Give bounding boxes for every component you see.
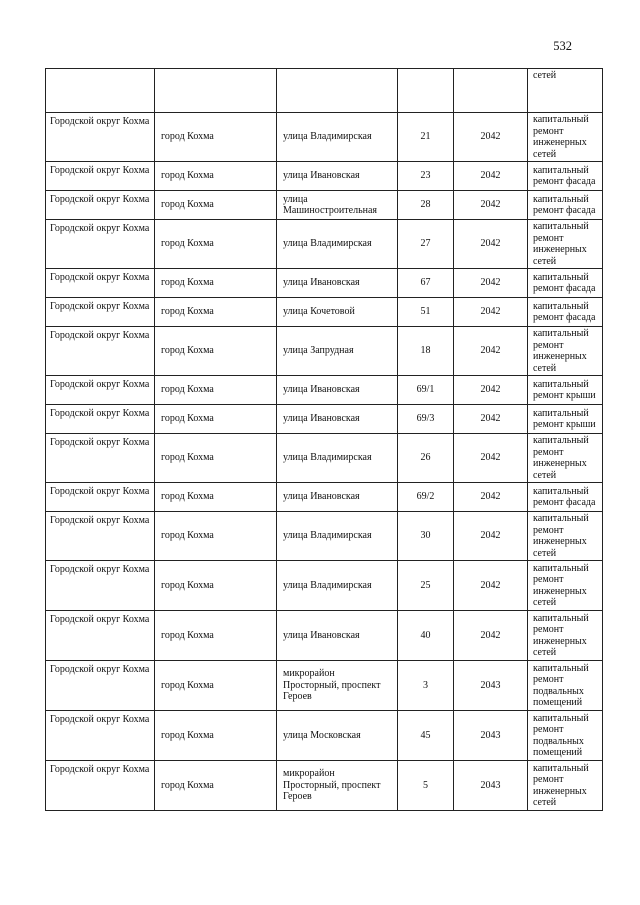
house-number-cell: 28 bbox=[398, 191, 454, 220]
street-cell: улица Московская bbox=[277, 711, 398, 761]
house-number-cell: 69/2 bbox=[398, 483, 454, 512]
settlement-cell: город Кохма bbox=[155, 113, 277, 162]
table-row bbox=[46, 376, 603, 405]
municipality-cell: Городской округ Кохма bbox=[46, 327, 155, 376]
year-cell: 2042 bbox=[454, 611, 528, 661]
street-cell: улица Ивановская bbox=[277, 483, 398, 512]
table-row bbox=[46, 162, 603, 191]
municipality-cell bbox=[46, 69, 155, 113]
year-cell: 2043 bbox=[454, 761, 528, 811]
work-type-cell: капитальный ремонт инженерных сетей bbox=[528, 113, 603, 162]
work-type-cell: капитальный ремонт подвальных помещений bbox=[528, 661, 603, 711]
settlement-cell: город Кохма bbox=[155, 376, 277, 405]
municipality-cell: Городской округ Кохма bbox=[46, 661, 155, 711]
year-cell: 2042 bbox=[454, 191, 528, 220]
table-row bbox=[46, 711, 603, 761]
work-type-cell: капитальный ремонт инженерных сетей bbox=[528, 561, 603, 611]
table-row bbox=[46, 512, 603, 561]
house-number-cell: 67 bbox=[398, 269, 454, 298]
house-number-cell: 27 bbox=[398, 220, 454, 269]
municipality-cell: Городской округ Кохма bbox=[46, 376, 155, 405]
street-cell: улица Владимирская bbox=[277, 561, 398, 611]
work-type-cell: капитальный ремонт крыши bbox=[528, 405, 603, 434]
municipality-cell: Городской округ Кохма bbox=[46, 512, 155, 561]
work-type-cell: капитальный ремонт инженерных сетей bbox=[528, 220, 603, 269]
table-row bbox=[46, 483, 603, 512]
work-type-cell: сетей bbox=[528, 69, 603, 113]
settlement-cell: город Кохма bbox=[155, 561, 277, 611]
year-cell: 2042 bbox=[454, 512, 528, 561]
year-cell: 2042 bbox=[454, 298, 528, 327]
repair-schedule-table bbox=[45, 68, 603, 811]
table-row bbox=[46, 298, 603, 327]
street-cell: улица Машиностроительная bbox=[277, 191, 398, 220]
year-cell: 2042 bbox=[454, 483, 528, 512]
year-cell: 2043 bbox=[454, 661, 528, 711]
table-row bbox=[46, 434, 603, 483]
street-cell: улица Ивановская bbox=[277, 162, 398, 191]
year-cell bbox=[454, 69, 528, 113]
table-body bbox=[46, 69, 603, 811]
house-number-cell: 30 bbox=[398, 512, 454, 561]
table-row bbox=[46, 327, 603, 376]
municipality-cell: Городской округ Кохма bbox=[46, 405, 155, 434]
settlement-cell: город Кохма bbox=[155, 711, 277, 761]
year-cell: 2042 bbox=[454, 327, 528, 376]
house-number-cell: 69/1 bbox=[398, 376, 454, 405]
settlement-cell: город Кохма bbox=[155, 434, 277, 483]
table-row bbox=[46, 220, 603, 269]
table-row bbox=[46, 269, 603, 298]
municipality-cell: Городской округ Кохма bbox=[46, 434, 155, 483]
house-number-cell: 40 bbox=[398, 611, 454, 661]
house-number-cell: 45 bbox=[398, 711, 454, 761]
house-number-cell: 5 bbox=[398, 761, 454, 811]
house-number-cell: 26 bbox=[398, 434, 454, 483]
work-type-cell: капитальный ремонт инженерных сетей bbox=[528, 327, 603, 376]
settlement-cell: город Кохма bbox=[155, 405, 277, 434]
settlement-cell: город Кохма bbox=[155, 483, 277, 512]
year-cell: 2042 bbox=[454, 269, 528, 298]
year-cell: 2042 bbox=[454, 220, 528, 269]
year-cell: 2042 bbox=[454, 434, 528, 483]
settlement-cell: город Кохма bbox=[155, 611, 277, 661]
table-row bbox=[46, 561, 603, 611]
year-cell: 2043 bbox=[454, 711, 528, 761]
year-cell: 2042 bbox=[454, 561, 528, 611]
settlement-cell: город Кохма bbox=[155, 661, 277, 711]
municipality-cell: Городской округ Кохма bbox=[46, 561, 155, 611]
year-cell: 2042 bbox=[454, 113, 528, 162]
settlement-cell: город Кохма bbox=[155, 327, 277, 376]
municipality-cell: Городской округ Кохма bbox=[46, 761, 155, 811]
house-number-cell: 69/3 bbox=[398, 405, 454, 434]
house-number-cell: 23 bbox=[398, 162, 454, 191]
municipality-cell: Городской округ Кохма bbox=[46, 483, 155, 512]
work-type-cell: капитальный ремонт инженерных сетей bbox=[528, 611, 603, 661]
settlement-cell: город Кохма bbox=[155, 298, 277, 327]
street-cell: микрорайон Просторный, проспект Героев bbox=[277, 761, 398, 811]
table-row bbox=[46, 661, 603, 711]
settlement-cell bbox=[155, 69, 277, 113]
house-number-cell: 21 bbox=[398, 113, 454, 162]
street-cell: улица Владимирская bbox=[277, 113, 398, 162]
table-row bbox=[46, 113, 603, 162]
work-type-cell: капитальный ремонт фасада bbox=[528, 191, 603, 220]
table-row bbox=[46, 761, 603, 811]
work-type-cell: капитальный ремонт крыши bbox=[528, 376, 603, 405]
year-cell: 2042 bbox=[454, 405, 528, 434]
settlement-cell: город Кохма bbox=[155, 761, 277, 811]
house-number-cell bbox=[398, 69, 454, 113]
work-type-cell: капитальный ремонт фасада bbox=[528, 483, 603, 512]
settlement-cell: город Кохма bbox=[155, 220, 277, 269]
year-cell: 2042 bbox=[454, 376, 528, 405]
page-number: 532 bbox=[553, 39, 572, 53]
street-cell: улица Кочетовой bbox=[277, 298, 398, 327]
street-cell: улица Владимирская bbox=[277, 512, 398, 561]
street-cell: улица Владимирская bbox=[277, 220, 398, 269]
street-cell: микрорайон Просторный, проспект Героев bbox=[277, 661, 398, 711]
municipality-cell: Городской округ Кохма bbox=[46, 162, 155, 191]
house-number-cell: 3 bbox=[398, 661, 454, 711]
table-row bbox=[46, 191, 603, 220]
street-cell bbox=[277, 69, 398, 113]
work-type-cell: капитальный ремонт подвальных помещений bbox=[528, 711, 603, 761]
settlement-cell: город Кохма bbox=[155, 269, 277, 298]
municipality-cell: Городской округ Кохма bbox=[46, 611, 155, 661]
year-cell: 2042 bbox=[454, 162, 528, 191]
street-cell: улица Ивановская bbox=[277, 376, 398, 405]
table-row bbox=[46, 405, 603, 434]
settlement-cell: город Кохма bbox=[155, 162, 277, 191]
municipality-cell: Городской округ Кохма bbox=[46, 191, 155, 220]
street-cell: улица Ивановская bbox=[277, 405, 398, 434]
work-type-cell: капитальный ремонт инженерных сетей bbox=[528, 434, 603, 483]
table-row bbox=[46, 611, 603, 661]
municipality-cell: Городской округ Кохма bbox=[46, 269, 155, 298]
municipality-cell: Городской округ Кохма bbox=[46, 220, 155, 269]
house-number-cell: 25 bbox=[398, 561, 454, 611]
municipality-cell: Городской округ Кохма bbox=[46, 113, 155, 162]
settlement-cell: город Кохма bbox=[155, 191, 277, 220]
municipality-cell: Городской округ Кохма bbox=[46, 298, 155, 327]
work-type-cell: капитальный ремонт фасада bbox=[528, 162, 603, 191]
street-cell: улица Ивановская bbox=[277, 611, 398, 661]
street-cell: улица Владимирская bbox=[277, 434, 398, 483]
work-type-cell: капитальный ремонт фасада bbox=[528, 269, 603, 298]
house-number-cell: 51 bbox=[398, 298, 454, 327]
settlement-cell: город Кохма bbox=[155, 512, 277, 561]
table-row bbox=[46, 69, 603, 113]
street-cell: улица Ивановская bbox=[277, 269, 398, 298]
work-type-cell: капитальный ремонт инженерных сетей bbox=[528, 512, 603, 561]
work-type-cell: капитальный ремонт фасада bbox=[528, 298, 603, 327]
house-number-cell: 18 bbox=[398, 327, 454, 376]
municipality-cell: Городской округ Кохма bbox=[46, 711, 155, 761]
work-type-cell: капитальный ремонт инженерных сетей bbox=[528, 761, 603, 811]
street-cell: улица Запрудная bbox=[277, 327, 398, 376]
